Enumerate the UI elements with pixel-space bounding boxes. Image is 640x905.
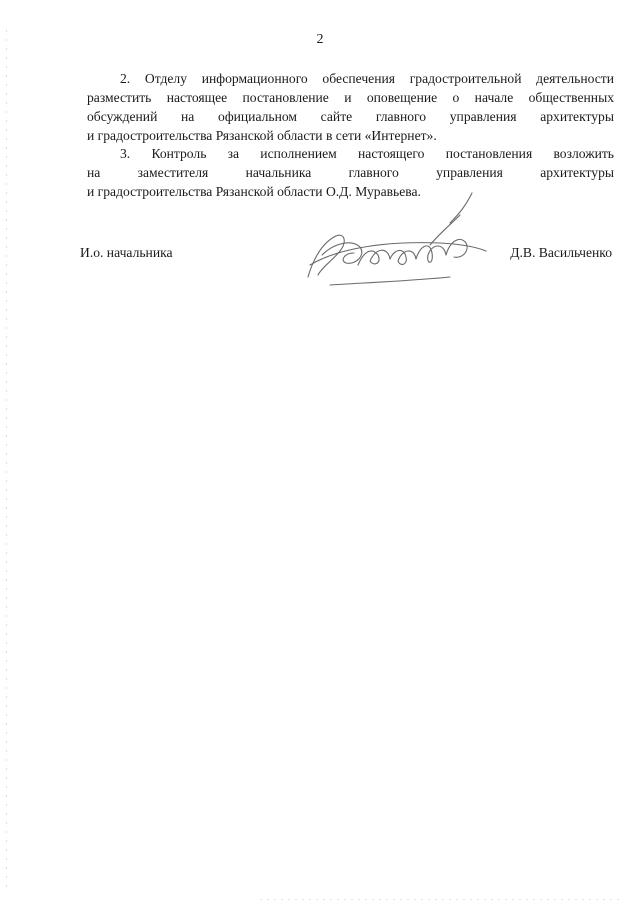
paragraph-3-line-3: и градостроительства Рязанской области О.Д. Муравьева. bbox=[87, 184, 421, 199]
signatory-name: Д.В. Васильченко bbox=[510, 245, 612, 260]
paragraph-2-line-2: разместить настоящее постановление и оповещение о начале общественных bbox=[87, 90, 614, 105]
page-number: 2 bbox=[316, 32, 324, 47]
paragraph-3-line-1: 3. Контроль за исполнением настоящего постановления возложить bbox=[120, 146, 614, 161]
paragraph-2-line-4: и градостроительства Рязанской области в сети «Интернет». bbox=[87, 128, 437, 143]
scan-edge-artifact bbox=[6, 30, 7, 890]
scan-bottom-artifact bbox=[260, 899, 620, 900]
handwritten-signature bbox=[300, 185, 500, 295]
paragraph-3-line-2: на заместителя начальника главного управления архитектуры bbox=[87, 165, 614, 180]
paragraph-2-line-1: 2. Отделу информационного обеспечения градостроительной деятельности bbox=[120, 71, 614, 86]
paragraph-2-line-3: обсуждений на официальном сайте главного управления архитектуры bbox=[87, 109, 614, 124]
signatory-title: И.о. начальника bbox=[80, 245, 173, 260]
